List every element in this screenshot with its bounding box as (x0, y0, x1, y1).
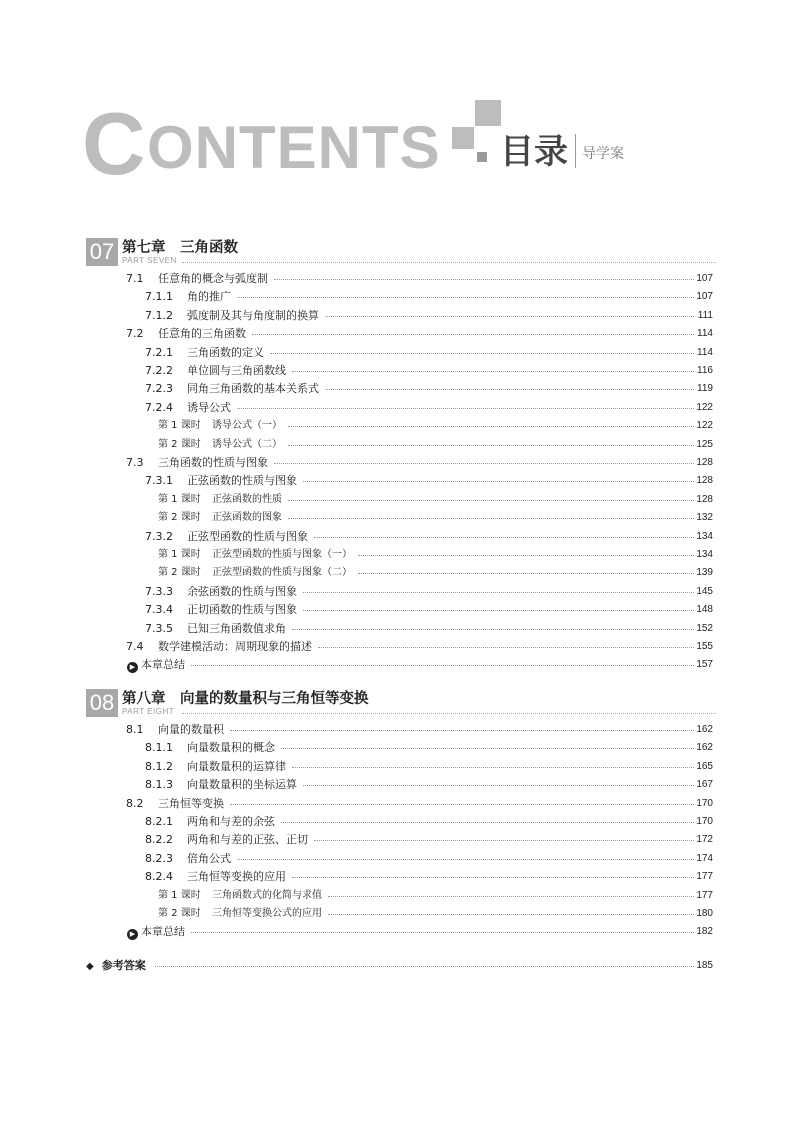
toc-entry[interactable] (0, 796, 799, 812)
toc-entry[interactable] (0, 326, 799, 342)
leader-dots (274, 463, 694, 464)
toc-entry-page: 174 (696, 852, 713, 864)
toc-entry[interactable] (0, 381, 799, 397)
toc-entry-number: 第 2 课时 (158, 908, 201, 919)
toc-entry-number: 7.3.4 (145, 603, 173, 617)
toc-entry-label (145, 363, 292, 379)
leader-dots (237, 297, 694, 298)
toc-entry-title: 同角三角函数的基本关系式 (187, 382, 319, 396)
toc-entry-title: 本章总结 (141, 925, 185, 939)
toc-entry-title: 向量数量积的概念 (187, 741, 275, 755)
leader-dots (328, 914, 694, 915)
toc-entry-title: 诱导公式 (187, 400, 231, 414)
leader-dots (274, 279, 694, 280)
toc-entry-title: 弧度制及其与角度制的换算 (187, 308, 319, 322)
toc-entry-page: 116 (697, 365, 713, 376)
toc-entry[interactable] (0, 621, 799, 637)
toc-entry-label (145, 529, 314, 545)
toc-entry-number: 7.3.3 (145, 584, 173, 598)
toc-entry-label (145, 289, 237, 305)
toc-entry-label (145, 584, 303, 600)
toc-entry-title: 正弦型函数的性质与图象 (187, 529, 308, 543)
toc-entry-label (145, 759, 292, 775)
toc-entry[interactable] (0, 492, 799, 508)
toc-entry-label (145, 851, 237, 867)
contents-title-cn: 目录 (500, 132, 568, 172)
toc-entry-page: 182 (696, 926, 713, 938)
toc-entry-page: 107 (696, 291, 713, 303)
toc-entry-label (158, 565, 358, 581)
play-circle-icon: ▶ (127, 929, 138, 940)
toc-entry-title: 三角函数式的化简与求值 (212, 889, 322, 901)
toc-entry-page: 125 (696, 438, 713, 450)
toc-entry-title: 参考答案 (101, 959, 146, 972)
toc-entry[interactable] (0, 639, 799, 655)
toc-entry-label (86, 958, 152, 975)
toc-entry-page: 162 (696, 742, 713, 754)
leader-dots (230, 730, 694, 731)
deco-square-medium (452, 127, 474, 149)
toc-entry[interactable] (0, 584, 799, 600)
toc-entry-number: 7.2.4 (145, 400, 173, 414)
toc-entry-number: 7.1 (126, 272, 144, 285)
leader-dots (237, 408, 694, 409)
toc-entry-title: 正弦函数的图象 (212, 512, 282, 524)
diamond-icon: ◆ (86, 961, 94, 972)
toc-entry-number: 第 1 课时 (158, 889, 201, 901)
toc-entry-label (158, 547, 358, 563)
toc-entry-number: 7.2.3 (145, 382, 173, 396)
leader-dots (303, 481, 694, 482)
leader-dots (281, 748, 694, 749)
leader-dots (155, 966, 694, 967)
toc-entry-label (158, 437, 288, 453)
toc-entry-title: 三角恒等变换 (158, 796, 224, 810)
toc-entry-number: 8.1 (126, 723, 144, 736)
toc-entry-number: 8.2.2 (145, 833, 173, 847)
chapter-title[interactable]: 第七章 三角函数 (122, 240, 238, 256)
toc-entry[interactable] (0, 289, 799, 305)
toc-entry[interactable] (0, 565, 799, 581)
toc-entry-number: 8.2.3 (145, 851, 173, 865)
toc-entry-number: 8.1.1 (145, 741, 173, 755)
toc-entry-title: 数学建模活动：周期现象的描述 (158, 640, 312, 653)
contents-subtitle: 导学案 (582, 146, 624, 162)
toc-entry-page: 165 (696, 760, 713, 772)
toc-entry-page: 107 (696, 273, 713, 284)
toc-entry-label (158, 492, 288, 508)
leader-dots (281, 822, 694, 823)
toc-entry-number: 8.1.2 (145, 759, 173, 773)
toc-entry[interactable] (0, 345, 799, 361)
toc-entry-label (126, 271, 274, 287)
toc-entry-number: 第 2 课时 (158, 567, 201, 579)
leader-dots (303, 610, 694, 611)
toc-entry-page: 122 (696, 401, 713, 413)
toc-entry-number: 7.3.2 (145, 529, 173, 543)
chapter-rule (182, 713, 716, 714)
toc-entry-page: 162 (696, 724, 713, 735)
toc-entry-number: 7.4 (126, 640, 144, 653)
toc-entry-page: 114 (697, 328, 713, 340)
toc-entry-label (145, 400, 237, 416)
leader-dots (303, 592, 694, 593)
play-circle-icon: ▶ (127, 662, 138, 673)
toc-entry[interactable] (0, 602, 799, 618)
toc-entry[interactable] (0, 814, 799, 830)
toc-entry[interactable] (0, 657, 799, 673)
toc-entry-label (126, 722, 230, 738)
chapter-number: 08 (86, 689, 118, 717)
toc-entry-label (145, 869, 292, 885)
toc-entry[interactable] (0, 363, 799, 379)
toc-entry-title: 向量数量积的坐标运算 (187, 778, 297, 792)
toc-entry[interactable] (0, 308, 799, 324)
toc-entry-title: 三角恒等变换公式的应用 (212, 908, 322, 919)
toc-entry-title: 诱导公式（一） (212, 420, 282, 432)
toc-entry-number: 8.2.4 (145, 870, 173, 884)
toc-entry-title: 任意角的概念与弧度制 (158, 272, 268, 285)
toc-entry-number: 7.1.1 (145, 290, 173, 304)
toc-entry-title: 正弦型函数的性质与图象（二） (212, 567, 352, 579)
toc-entry[interactable] (0, 547, 799, 563)
toc-entry-title: 余弦函数的性质与图象 (187, 584, 297, 598)
toc-entry-number: 8.2.1 (145, 815, 173, 828)
toc-entry-label (158, 888, 328, 904)
toc-entry-title: 正弦型函数的性质与图象（一） (212, 549, 352, 560)
leader-dots (292, 629, 694, 630)
toc-entry-title: 倍角公式 (187, 851, 231, 865)
toc-entry-title: 本章总结 (141, 658, 185, 672)
leader-dots (191, 932, 694, 933)
title-divider (575, 134, 576, 168)
toc-entry-page: 145 (696, 585, 713, 597)
toc-entry-label (126, 796, 230, 812)
toc-entry-label (145, 602, 303, 618)
toc-entry-page: 139 (696, 567, 713, 579)
leader-dots (270, 353, 694, 354)
toc-entry[interactable] (0, 529, 799, 545)
toc-entry-title: 两角和与差的正弦、正切 (187, 833, 308, 847)
toc-entry-label (158, 906, 328, 922)
toc-entry[interactable] (0, 437, 799, 453)
toc-entry-number: 第 1 课时 (158, 420, 201, 432)
toc-entry-label (145, 621, 292, 637)
toc-entry-page: 185 (696, 960, 713, 971)
chapter-title[interactable]: 第八章 向量的数量积与三角恒等变换 (122, 691, 369, 707)
toc-entry[interactable] (0, 851, 799, 867)
toc-entry-number: 7.1.2 (145, 308, 173, 322)
toc-entry[interactable] (0, 777, 799, 793)
toc-entry[interactable] (0, 400, 799, 416)
leader-dots (328, 896, 694, 897)
toc-entry-title: 三角恒等变换的应用 (187, 870, 286, 884)
chapter-rule (182, 262, 716, 263)
toc-entry[interactable] (0, 832, 799, 848)
toc-entry-page: 170 (696, 816, 713, 827)
toc-entry-label (126, 639, 318, 655)
toc-entry-page: 111 (697, 309, 713, 321)
toc-entry-number: 7.2.2 (145, 364, 173, 377)
toc-entry-page: 134 (696, 530, 713, 542)
leader-dots (314, 537, 694, 538)
leader-dots (358, 573, 694, 574)
toc-entry-label (145, 740, 281, 756)
toc-entry-page: 152 (696, 622, 713, 634)
leader-dots (292, 371, 694, 372)
toc-entry-page: 170 (696, 797, 713, 809)
toc-entry-page: 177 (696, 889, 713, 901)
toc-entry-label (158, 418, 288, 434)
leader-dots (252, 334, 694, 335)
toc-entry-number: 第 2 课时 (158, 438, 201, 450)
toc-entry[interactable] (0, 888, 799, 904)
toc-entry-title: 正切函数的性质与图象 (187, 603, 297, 617)
toc-entry-number: 7.3.5 (145, 621, 173, 635)
toc-entry-page: 157 (696, 659, 713, 671)
toc-entry-title: 向量的数量积 (158, 723, 224, 736)
toc-entry-page: 148 (696, 604, 713, 616)
toc-entry-reference[interactable] (0, 958, 799, 974)
toc-entry-label (158, 510, 288, 526)
toc-entry-number: 第 1 课时 (158, 549, 201, 560)
deco-square-large (475, 100, 501, 126)
toc-entry-label (145, 381, 325, 397)
toc-entry-label (145, 473, 303, 489)
toc-entry[interactable] (0, 924, 799, 940)
toc-entry-title: 已知三角函数值求角 (187, 621, 286, 635)
toc-entry[interactable] (0, 473, 799, 489)
leader-dots (288, 500, 694, 501)
toc-entry-number: 8.1.3 (145, 778, 173, 792)
toc-entry-number: 第 2 课时 (158, 512, 201, 524)
leader-dots (314, 840, 694, 841)
toc-entry-label (145, 308, 325, 324)
contents-header (0, 0, 799, 200)
toc-entry[interactable] (0, 740, 799, 756)
leader-dots (230, 804, 694, 805)
chapter-number: 07 (86, 238, 118, 266)
toc-entry-label (145, 832, 314, 848)
toc-entry-title: 任意角的三角函数 (158, 327, 246, 341)
toc-entry-number: 7.2.1 (145, 345, 173, 359)
leader-dots (292, 877, 694, 878)
deco-square-small (477, 152, 487, 162)
leader-dots (288, 426, 694, 427)
leader-dots (318, 647, 694, 648)
toc-entry-title: 诱导公式（二） (212, 438, 282, 450)
toc-entry-page: 128 (696, 493, 713, 505)
toc-entry-title: 正弦函数的性质 (212, 493, 282, 505)
toc-entry-page: 119 (697, 383, 713, 395)
leader-dots (325, 316, 694, 317)
toc-entry-label (127, 924, 191, 940)
toc-entry-page: 172 (696, 834, 713, 846)
chapter-part: PART SEVEN (122, 256, 177, 265)
leader-dots (288, 518, 694, 519)
toc-entry-page: 114 (697, 346, 713, 358)
leader-dots (292, 767, 694, 768)
toc-entry-number: 第 1 课时 (158, 493, 201, 505)
toc-entry-page: 180 (696, 908, 713, 919)
toc-entry-label (126, 326, 252, 342)
toc-entry[interactable] (0, 271, 799, 287)
toc-entry[interactable] (0, 722, 799, 738)
toc-entry[interactable] (0, 455, 799, 471)
leader-dots (288, 445, 694, 446)
contents-logo-c: C (82, 94, 146, 193)
toc-entry-label (145, 777, 303, 793)
toc-entry[interactable] (0, 906, 799, 922)
toc-entry[interactable] (0, 759, 799, 775)
toc-entry-page: 155 (696, 641, 713, 652)
toc-entry-page: 132 (696, 512, 713, 524)
toc-entry-title: 两角和与差的余弦 (187, 815, 275, 828)
toc-entry-title: 单位圆与三角函数线 (187, 364, 286, 377)
leader-dots (303, 785, 694, 786)
toc-entry-label (145, 814, 281, 830)
toc-entry-number: 8.2 (126, 796, 144, 810)
leader-dots (325, 389, 694, 390)
toc-entry-number: 7.3 (126, 456, 144, 469)
contents-logo-rest: ONTENTS (147, 114, 441, 181)
toc-entry-label (127, 657, 191, 673)
toc-entry-number: 7.3.1 (145, 474, 173, 488)
toc-entry[interactable] (0, 869, 799, 885)
toc-entry-title: 向量数量积的运算律 (187, 759, 286, 773)
toc-entry[interactable] (0, 510, 799, 526)
toc-entry-label (126, 455, 274, 471)
toc-entry-title: 角的推广 (187, 290, 231, 304)
leader-dots (358, 555, 694, 556)
toc-entry-number: 7.2 (126, 327, 144, 341)
leader-dots (191, 665, 694, 666)
toc-entry-label (145, 345, 270, 361)
toc-entry[interactable] (0, 418, 799, 434)
toc-entry-title: 三角函数的定义 (187, 345, 264, 359)
toc-entry-page: 122 (696, 420, 713, 432)
toc-entry-page: 167 (696, 779, 713, 791)
leader-dots (237, 859, 694, 860)
toc-entry-page: 128 (696, 457, 713, 468)
toc-entry-title: 正弦函数的性质与图象 (187, 474, 297, 488)
toc-entry-page: 134 (696, 549, 713, 560)
toc-entry-page: 177 (696, 871, 713, 883)
toc-entry-page: 128 (696, 475, 713, 487)
toc-entry-title: 三角函数的性质与图象 (158, 456, 268, 469)
chapter-part: PART EIGHT (122, 707, 175, 716)
